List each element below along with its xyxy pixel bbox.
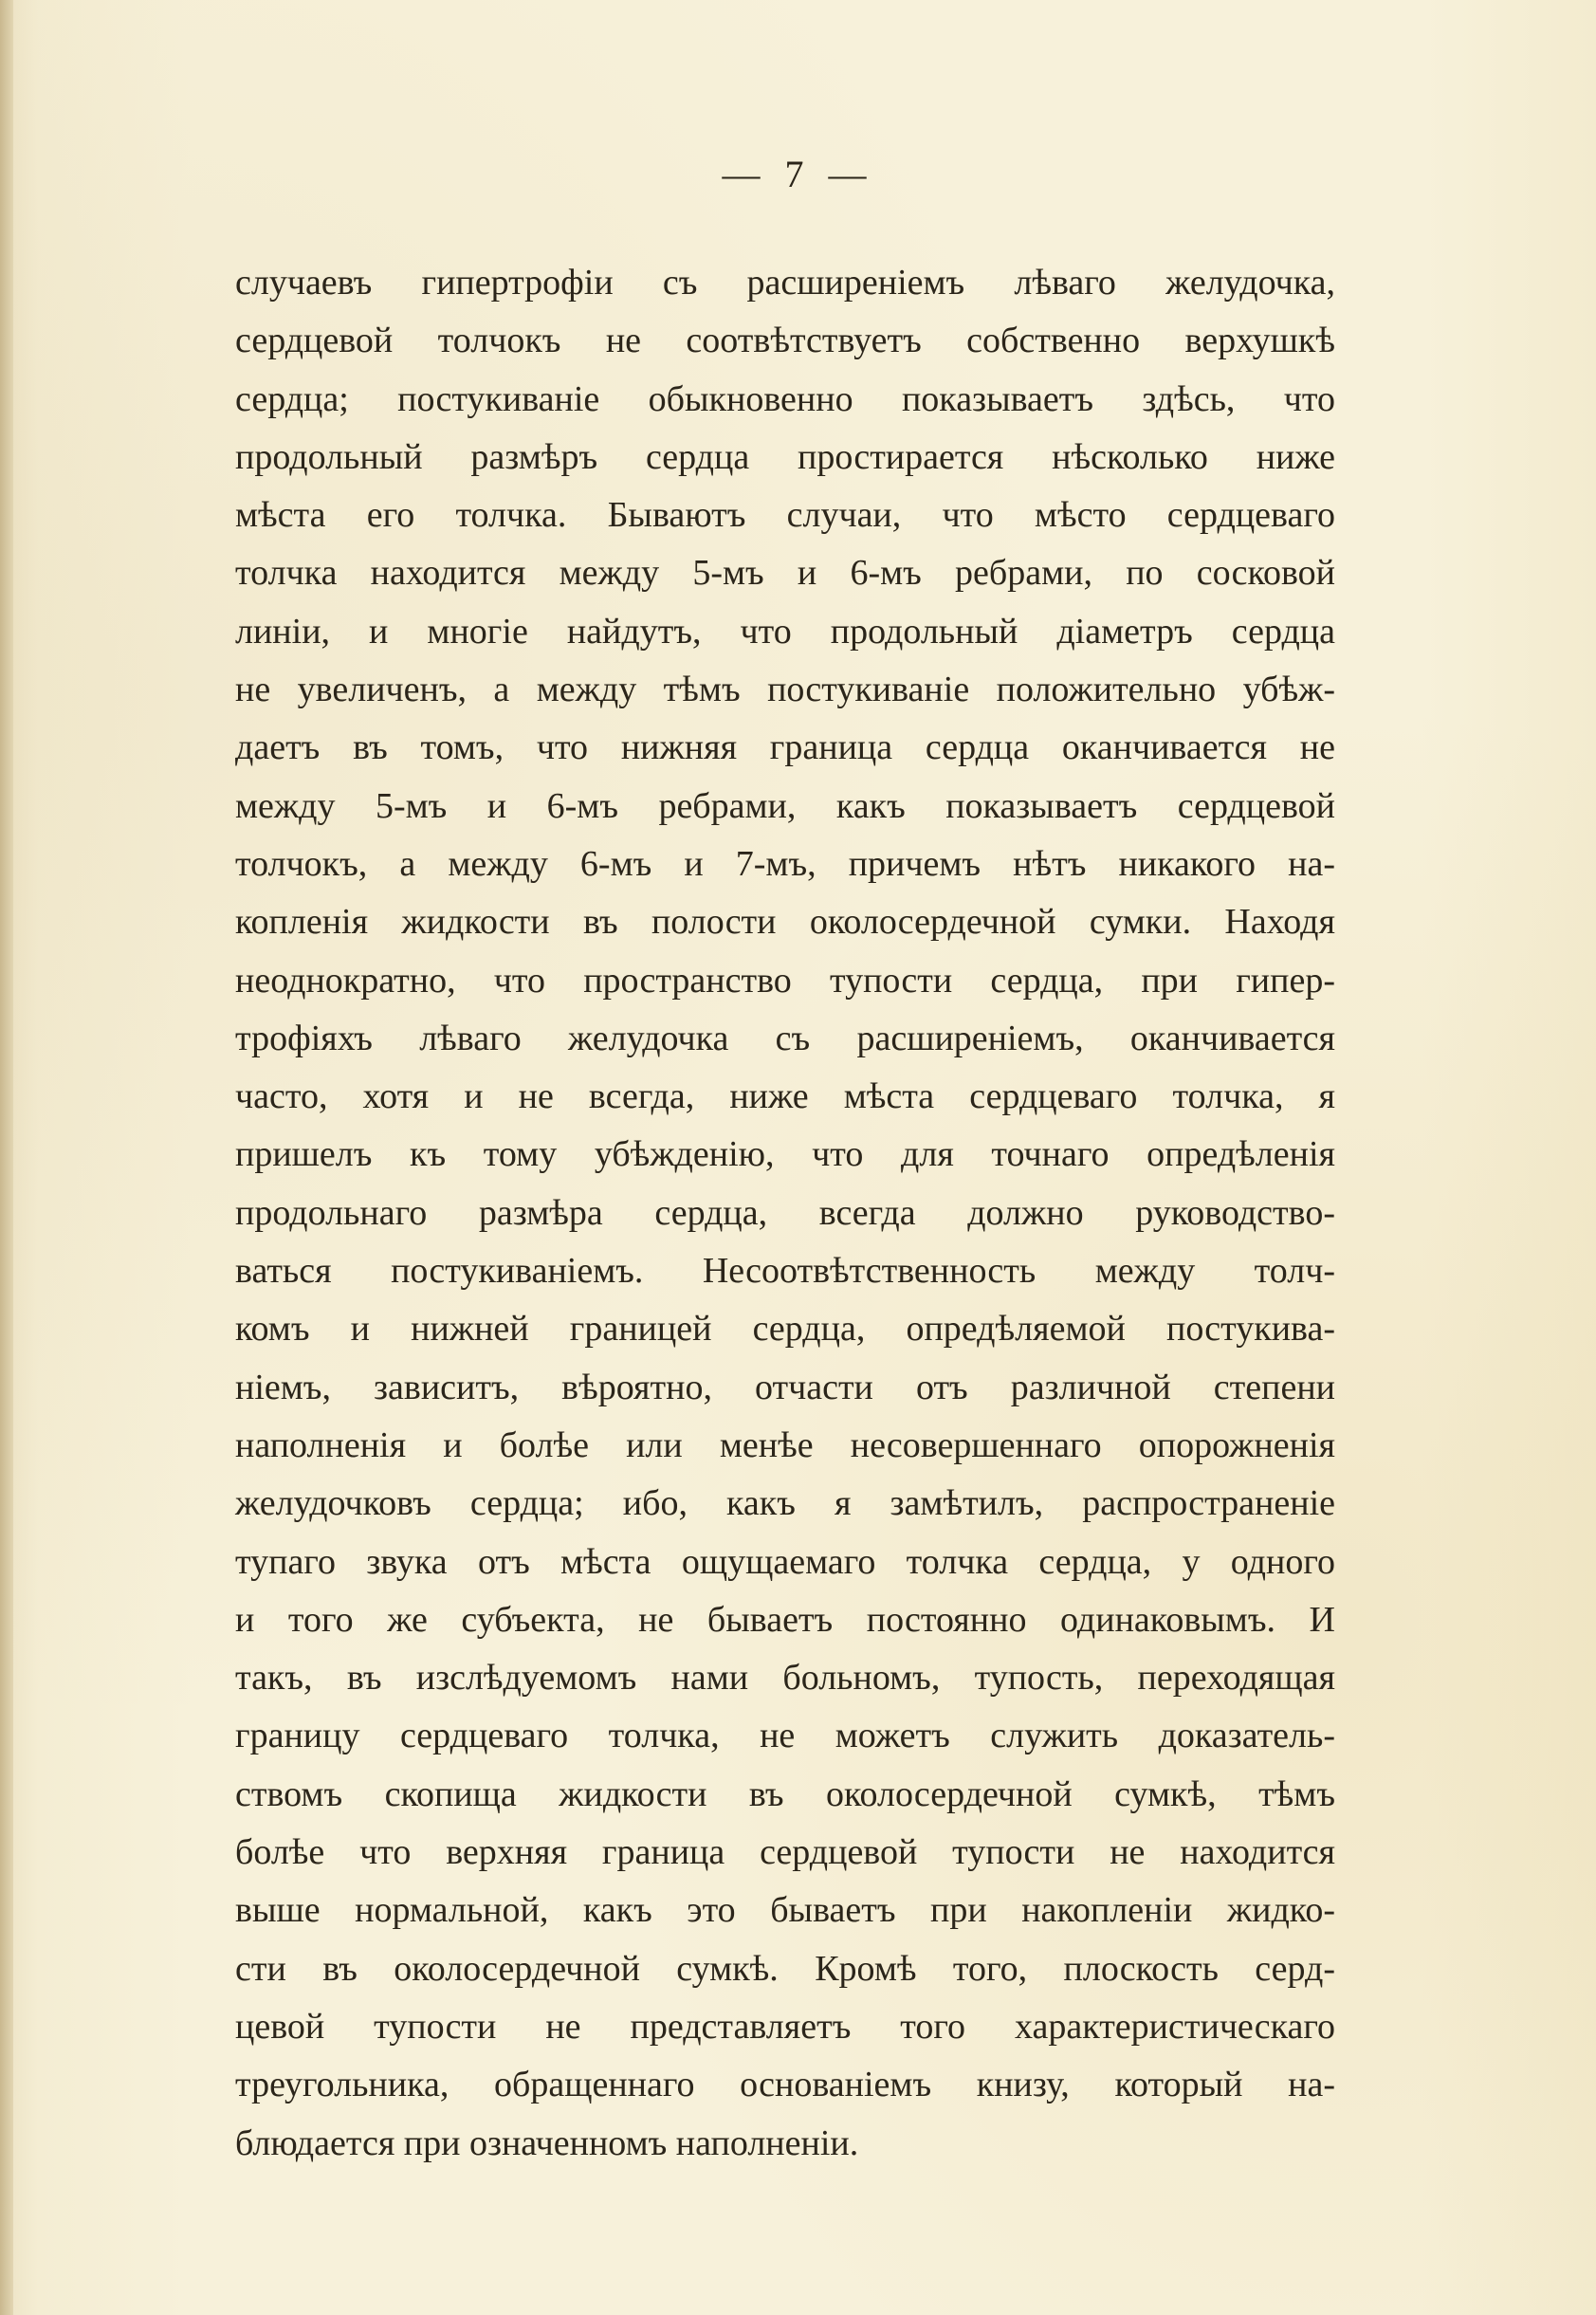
text-line: продольный размѣръ сердца простирается нѣсколько ниже bbox=[235, 436, 1335, 477]
text-line: между 5-мъ и 6-мъ ребрами, какъ показываетъ сердцевой bbox=[235, 785, 1335, 826]
text-line: толчокъ, а между 6-мъ и 7-мъ, причемъ нѣтъ никакого на- bbox=[235, 843, 1335, 884]
text-line: ствомъ скопища жидкости въ околосердечной сумкѣ, тѣмъ bbox=[235, 1773, 1335, 1814]
text-line: блюдается при означенномъ наполненіи. bbox=[235, 2122, 859, 2163]
text-line: цевой тупости не представляетъ того характеристическаго bbox=[235, 2006, 1335, 2047]
text-line: часто, хотя и не всегда, ниже мѣста сердцеваго толчка, я bbox=[235, 1076, 1335, 1117]
text-line: сти въ околосердечной сумкѣ. Кромѣ того, плоскость серд- bbox=[235, 1948, 1335, 1989]
text-line: сердца; постукиваніе обыкновенно показываетъ здѣсь, что bbox=[235, 378, 1335, 419]
body-text bbox=[235, 254, 1335, 2173]
text-line: ваться постукиваніемъ. Несоотвѣтственность между толч- bbox=[235, 1251, 1335, 1292]
text-line: сердцевой толчокъ не соотвѣтствуетъ собственно верхушкѣ bbox=[235, 321, 1335, 361]
text-line: толчка находится между 5-мъ и 6-мъ ребрами, по сосковой bbox=[235, 553, 1335, 594]
text-line: и того же субъекта, не бываетъ постоянно одинаковымъ. И bbox=[235, 1599, 1335, 1640]
text-line: желудочковъ сердца; ибо, какъ я замѣтилъ, распространеніе bbox=[235, 1483, 1335, 1524]
text-line: болѣе что верхняя граница сердцевой тупости не находится bbox=[235, 1832, 1335, 1873]
text-line: даетъ въ томъ, что нижняя граница сердца оканчивается не bbox=[235, 727, 1335, 768]
text-line: границу сердцеваго толчка, не можетъ служить доказатель- bbox=[235, 1716, 1335, 1756]
text-line: трофіяхъ лѣваго желудочка съ расширеніемъ, оканчивается bbox=[235, 1018, 1335, 1058]
text-line: ніемъ, зависитъ, вѣроятно, отчасти отъ различной степени bbox=[235, 1367, 1335, 1407]
text-line: треугольника, обращеннаго основаніемъ книзу, который на- bbox=[235, 2065, 1335, 2105]
text-line: тупаго звука отъ мѣста ощущаемаго толчка сердца, у одного bbox=[235, 1541, 1335, 1582]
binding-edge bbox=[0, 0, 13, 2315]
text-line: пришелъ къ тому убѣжденію, что для точнаго опредѣленія bbox=[235, 1134, 1335, 1175]
text-line: продольнаго размѣра сердца, всегда должно руководство- bbox=[235, 1192, 1335, 1233]
text-line: копленія жидкости въ полости околосердечной сумки. Находя bbox=[235, 902, 1335, 943]
text-line: комъ и нижней границей сердца, опредѣляемой постукива- bbox=[235, 1309, 1335, 1350]
text-line: такъ, въ изслѣдуемомъ нами больномъ, тупость, переходящая bbox=[235, 1658, 1335, 1699]
text-line: случаевъ гипертрофіи съ расширеніемъ лѣваго желудочка, bbox=[235, 263, 1335, 303]
text-line: не увеличенъ, а между тѣмъ постукиваніе положительно убѣж- bbox=[235, 670, 1335, 710]
page-number: — 7 — bbox=[722, 153, 874, 195]
text-line: выше нормальной, какъ это бываетъ при накопленіи жидко- bbox=[235, 1890, 1335, 1931]
text-line: линіи, и многіе найдутъ, что продольный діаметръ сердца bbox=[235, 611, 1335, 652]
text-line: мѣста его толчка. Бываютъ случаи, что мѣсто сердцеваго bbox=[235, 495, 1335, 536]
text-line: наполненія и болѣе или менѣе несовершеннаго опорожненія bbox=[235, 1424, 1335, 1465]
text-line: неоднократно, что пространство тупости сердца, при гипер- bbox=[235, 960, 1335, 1001]
